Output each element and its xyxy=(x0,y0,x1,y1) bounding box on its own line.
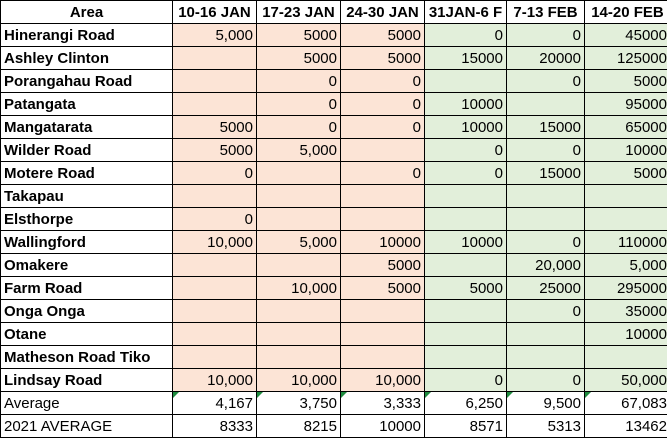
value-cell[interactable] xyxy=(257,185,341,208)
value-cell[interactable] xyxy=(173,70,257,93)
summary-value-cell[interactable]: 3,750 xyxy=(257,392,341,415)
value-cell[interactable]: 0 xyxy=(341,162,425,185)
summary-value-cell[interactable]: 5313 xyxy=(507,415,585,438)
header-area[interactable]: Area xyxy=(1,1,173,24)
value-cell[interactable]: 95000 xyxy=(585,93,667,116)
value-cell[interactable]: 15000 xyxy=(507,116,585,139)
value-cell[interactable]: 0 xyxy=(507,70,585,93)
value-cell[interactable] xyxy=(341,139,425,162)
value-cell[interactable] xyxy=(173,185,257,208)
value-cell[interactable]: 110000 xyxy=(585,231,667,254)
value-cell[interactable]: 0 xyxy=(257,93,341,116)
average-row xyxy=(1,392,667,415)
summary-value-cell[interactable]: 6,250 xyxy=(425,392,507,415)
value-cell[interactable] xyxy=(173,254,257,277)
value-cell[interactable]: 10000 xyxy=(425,93,507,116)
table-row xyxy=(1,162,667,185)
value-cell[interactable]: 5000 xyxy=(173,116,257,139)
value-cell[interactable]: 10,000 xyxy=(173,369,257,392)
value-cell[interactable] xyxy=(425,254,507,277)
summary-value-cell[interactable]: 4,167 xyxy=(173,392,257,415)
area-cell[interactable]: Otane xyxy=(1,323,173,346)
area-cell[interactable]: Motere Road xyxy=(1,162,173,185)
value-cell[interactable] xyxy=(507,93,585,116)
area-cell[interactable]: Wilder Road xyxy=(1,139,173,162)
value-cell[interactable]: 5000 xyxy=(341,277,425,300)
value-cell[interactable] xyxy=(257,254,341,277)
area-cell[interactable]: Takapau xyxy=(1,185,173,208)
table-row xyxy=(1,369,667,392)
header-week-2[interactable]: 17-23 JAN xyxy=(257,1,341,24)
value-cell[interactable]: 0 xyxy=(507,300,585,323)
value-cell[interactable]: 0 xyxy=(507,369,585,392)
area-cell[interactable]: Lindsay Road xyxy=(1,369,173,392)
value-cell[interactable] xyxy=(507,185,585,208)
area-cell[interactable]: Omakere xyxy=(1,254,173,277)
value-cell[interactable]: 10000 xyxy=(425,116,507,139)
header-week-1[interactable]: 10-16 JAN xyxy=(173,1,257,24)
value-cell[interactable]: 10000 xyxy=(585,323,667,346)
table-row xyxy=(1,185,667,208)
value-cell[interactable]: 0 xyxy=(257,116,341,139)
value-cell[interactable]: 5000 xyxy=(341,24,425,47)
value-cell[interactable] xyxy=(257,323,341,346)
value-cell[interactable] xyxy=(341,323,425,346)
value-cell[interactable]: 10000 xyxy=(341,231,425,254)
table-row xyxy=(1,208,667,231)
value-cell[interactable] xyxy=(585,346,667,369)
value-cell[interactable] xyxy=(173,93,257,116)
value-cell[interactable] xyxy=(173,346,257,369)
value-cell[interactable]: 0 xyxy=(257,70,341,93)
value-cell[interactable]: 5,000 xyxy=(173,24,257,47)
value-cell[interactable]: 5,000 xyxy=(257,139,341,162)
summary-value-cell[interactable]: 3,333 xyxy=(341,392,425,415)
area-cell[interactable]: Porangahau Road xyxy=(1,70,173,93)
value-cell[interactable]: 125000 xyxy=(585,47,667,70)
value-cell[interactable] xyxy=(257,300,341,323)
area-cell[interactable]: Matheson Road Tiko xyxy=(1,346,173,369)
value-cell[interactable] xyxy=(425,346,507,369)
value-cell[interactable]: 0 xyxy=(173,162,257,185)
table-row xyxy=(1,254,667,277)
area-cell[interactable]: Mangatarata xyxy=(1,116,173,139)
summary-label[interactable]: Average xyxy=(1,392,173,415)
value-cell[interactable]: 10,000 xyxy=(257,369,341,392)
header-week-3[interactable]: 24-30 JAN xyxy=(341,1,425,24)
value-cell[interactable]: 10000 xyxy=(425,231,507,254)
summary-label[interactable]: 2021 AVERAGE xyxy=(1,415,173,438)
area-cell[interactable]: Onga Onga xyxy=(1,300,173,323)
table-row xyxy=(1,346,667,369)
header-week-6[interactable]: 14-20 FEB xyxy=(585,1,667,24)
value-cell[interactable] xyxy=(507,323,585,346)
value-cell[interactable]: 0 xyxy=(425,162,507,185)
value-cell[interactable] xyxy=(257,162,341,185)
summary-value-cell[interactable]: 67,083 xyxy=(585,392,667,415)
value-cell[interactable]: 0 xyxy=(507,231,585,254)
value-cell[interactable] xyxy=(425,70,507,93)
value-cell[interactable]: 45000 xyxy=(585,24,667,47)
table-row xyxy=(1,93,667,116)
value-cell[interactable]: 5,000 xyxy=(257,231,341,254)
value-cell[interactable]: 5000 xyxy=(341,47,425,70)
value-cell[interactable]: 0 xyxy=(341,70,425,93)
value-cell[interactable]: 20,000 xyxy=(507,254,585,277)
value-cell[interactable]: 10,000 xyxy=(257,277,341,300)
value-cell[interactable] xyxy=(341,346,425,369)
value-cell[interactable] xyxy=(425,208,507,231)
value-cell[interactable] xyxy=(257,346,341,369)
table-row xyxy=(1,323,667,346)
value-cell[interactable]: 5000 xyxy=(585,70,667,93)
table-row xyxy=(1,70,667,93)
table-row xyxy=(1,139,667,162)
value-cell[interactable] xyxy=(257,208,341,231)
average-2021-row xyxy=(1,415,667,438)
value-cell[interactable] xyxy=(173,300,257,323)
table-row xyxy=(1,277,667,300)
value-cell[interactable]: 5,000 xyxy=(585,254,667,277)
value-cell[interactable]: 0 xyxy=(341,93,425,116)
value-cell[interactable]: 25000 xyxy=(507,277,585,300)
value-cell[interactable]: 10,000 xyxy=(173,231,257,254)
summary-value-cell[interactable]: 8333 xyxy=(173,415,257,438)
value-cell[interactable] xyxy=(173,47,257,70)
value-cell[interactable]: 0 xyxy=(507,139,585,162)
value-cell[interactable] xyxy=(173,323,257,346)
value-cell[interactable]: 0 xyxy=(425,24,507,47)
value-cell[interactable] xyxy=(341,185,425,208)
area-cell[interactable]: Ashley Clinton xyxy=(1,47,173,70)
table-row xyxy=(1,231,667,254)
value-cell[interactable]: 0 xyxy=(507,24,585,47)
header-row xyxy=(1,1,667,24)
value-cell[interactable] xyxy=(507,346,585,369)
area-cell[interactable]: Farm Road xyxy=(1,277,173,300)
value-cell[interactable]: 10,000 xyxy=(341,369,425,392)
value-cell[interactable]: 5000 xyxy=(257,47,341,70)
value-cell[interactable]: 20000 xyxy=(507,47,585,70)
value-cell[interactable] xyxy=(341,208,425,231)
value-cell[interactable]: 5000 xyxy=(341,254,425,277)
value-cell[interactable] xyxy=(425,323,507,346)
table-row xyxy=(1,24,667,47)
value-cell[interactable] xyxy=(585,208,667,231)
table-row xyxy=(1,47,667,70)
area-cell[interactable]: Elsthorpe xyxy=(1,208,173,231)
header-week-4[interactable]: 31JAN-6 F xyxy=(425,1,507,24)
table-row xyxy=(1,116,667,139)
value-cell[interactable]: 5000 xyxy=(425,277,507,300)
value-cell[interactable]: 0 xyxy=(341,116,425,139)
value-cell[interactable] xyxy=(173,277,257,300)
value-cell[interactable]: 35000 xyxy=(585,300,667,323)
value-cell[interactable]: 5000 xyxy=(173,139,257,162)
value-cell[interactable]: 0 xyxy=(425,139,507,162)
value-cell[interactable]: 5000 xyxy=(257,24,341,47)
summary-value-cell[interactable]: 8571 xyxy=(425,415,507,438)
value-cell[interactable]: 0 xyxy=(173,208,257,231)
value-cell[interactable] xyxy=(585,185,667,208)
value-cell[interactable] xyxy=(507,208,585,231)
value-cell[interactable] xyxy=(425,300,507,323)
value-cell[interactable]: 15000 xyxy=(507,162,585,185)
value-cell[interactable]: 50,000 xyxy=(585,369,667,392)
area-cell[interactable]: Patangata xyxy=(1,93,173,116)
table-row xyxy=(1,300,667,323)
value-cell[interactable]: 10000 xyxy=(585,139,667,162)
summary-value-cell[interactable]: 10000 xyxy=(341,415,425,438)
value-cell[interactable]: 295000 xyxy=(585,277,667,300)
value-cell[interactable] xyxy=(341,300,425,323)
area-cell[interactable]: Wallingford xyxy=(1,231,173,254)
value-cell[interactable]: 0 xyxy=(425,369,507,392)
value-cell[interactable]: 15000 xyxy=(425,47,507,70)
summary-value-cell[interactable]: 8215 xyxy=(257,415,341,438)
area-cell[interactable]: Hinerangi Road xyxy=(1,24,173,47)
summary-value-cell[interactable]: 9,500 xyxy=(507,392,585,415)
value-cell[interactable] xyxy=(425,185,507,208)
value-cell[interactable]: 5000 xyxy=(585,162,667,185)
value-cell[interactable]: 65000 xyxy=(585,116,667,139)
summary-value-cell[interactable]: 13462 xyxy=(585,415,667,438)
header-week-5[interactable]: 7-13 FEB xyxy=(507,1,585,24)
